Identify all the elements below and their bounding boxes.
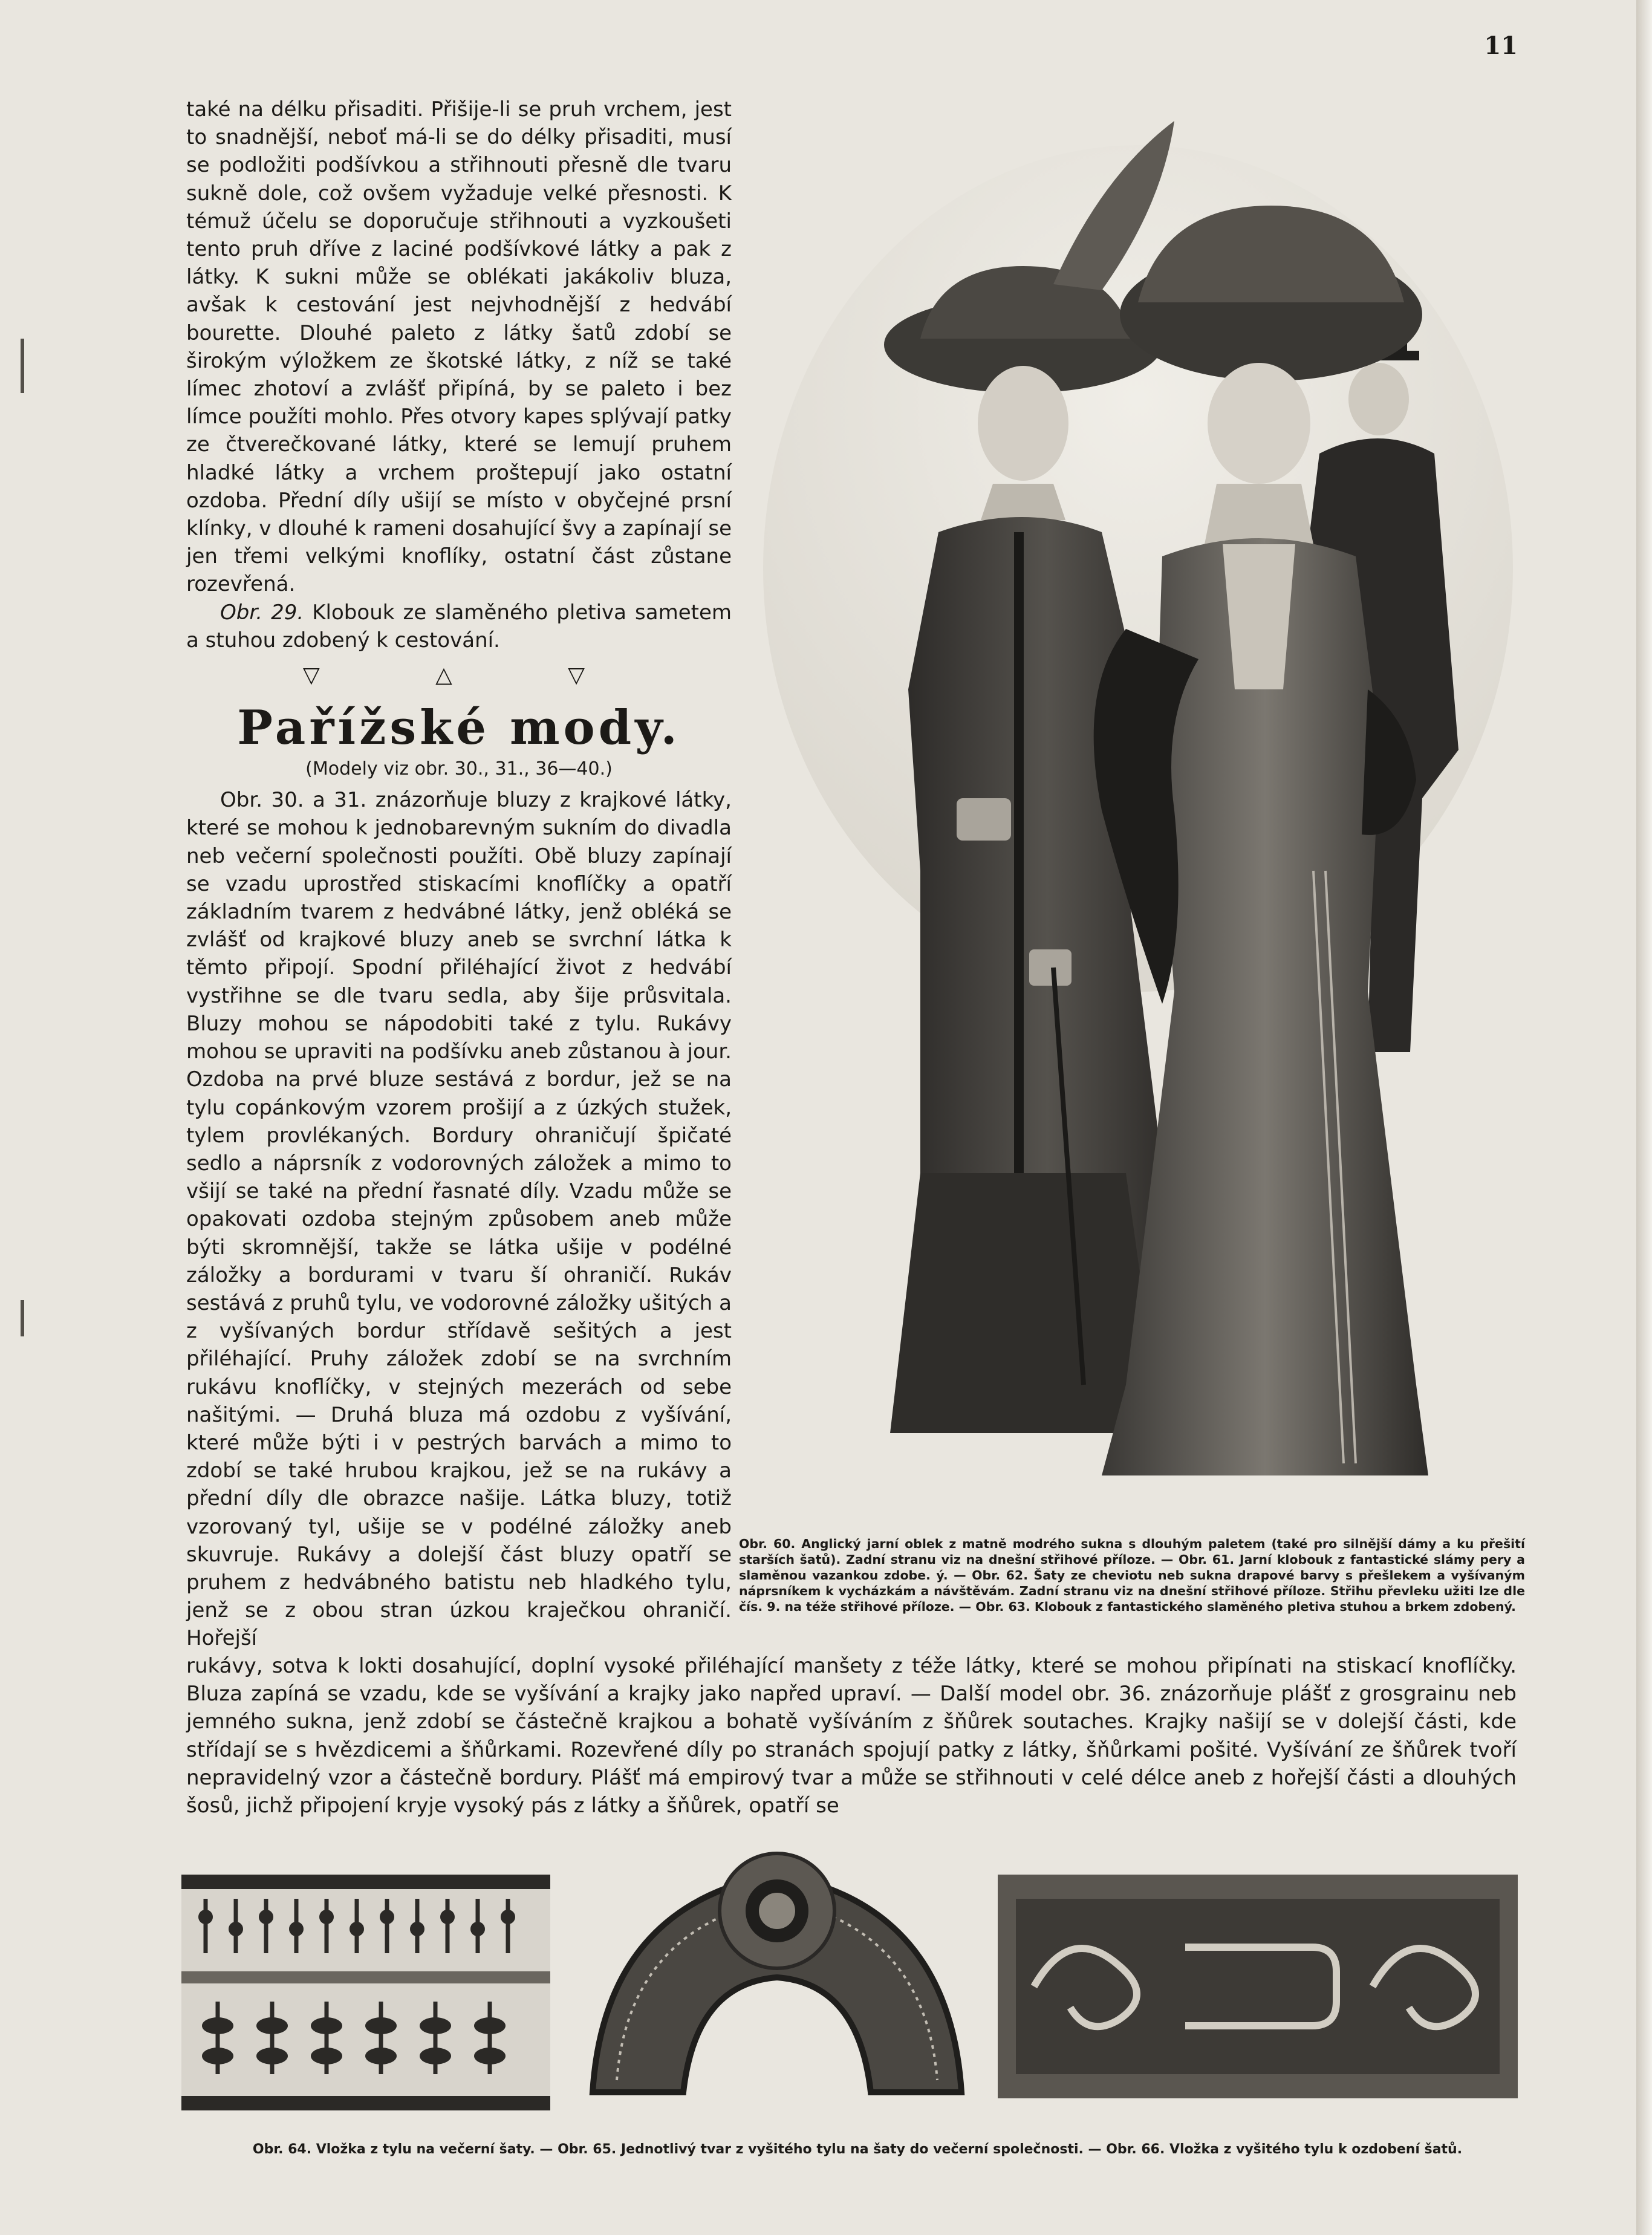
- figure-caption: Obr. 60. Anglický jarní oblek z matně modrého sukna s dlouhým paletem (také pro silnější dámy a ku přešití starších šatů). Zadní stranu viz na dnešní střihové příloze. — Obr. 61. Jarní klobouk z fantastické slámy pery a slaměnou vazankou zdobe. ý. — Obr. 62. Šaty ze cheviotu neb sukna drapové barvy s přešlekem a vyšívaným náprsníkem k vycházkám a návštěvám. Zadní stranu viz na dnešní střihové příloze. Střihu převleku užiti lze dle čís. 9. na téže střihové příloze. — Obr. 63. Klobouk z fantastického slaměného pletiva stuhou a brkem zdobený.: [739, 1537, 1525, 1614]
- handbag: [957, 798, 1011, 841]
- full-width-paragraph: rukávy, sotva k lokti dosahující, doplní vysoké přiléhající manšety z téže látky, které se mohou připínati na stiskací knoflíčky. Bluza zapíná se vzadu, kde se vyšívání a krajky jako napřed upraví. — Další model obr. 36. znázorňuje plášť z grosgrainu neb jemného sukna, jenž zdobí se částečně krajkou a bohatě vyšíváním z šňůrek soutaches. Krajky našijí se v dolejší části, kde střídají se s hvězdicemi a šňůrkami. Rozevřené díly po stranách spojují patky z látky, šňůrkami pošité. Vyšívání ze šňůrek tvoří nepravidelný vzor a částečně bordury. Plášť má empirový tvar a může se střihnouti v celé délce aneb z hořejší části a dlouhých šosů, jichž připojení kryje vysoký pás z látky a šňůrek, opatří se: [186, 1654, 1517, 1818]
- obr29-paragraph: [186, 599, 732, 654]
- ornament-triangles: ▽ △ ▽: [303, 663, 639, 688]
- left-column: [186, 96, 732, 1653]
- margin-mark: [21, 1300, 24, 1336]
- embroidered-tulle-shape-illustration: [580, 1838, 974, 2116]
- page-number: 11: [1484, 31, 1518, 60]
- paragraph: také na délku přisaditi. Přišije-li se pruh vrchem, jest to snadnější, neboť má-li se do délky přisaditi, musí se podložiti podšívkou a střihnouti přesně dle tvaru sukně dole, což ovšem vyžaduje velké přesnosti. K témuž účelu se doporučuje střihnouti a vyzkoušeti tento pruh dříve z laciné podšívkové látky a pak z látky. K sukni může se oblékati jakákoliv bluza, avšak k cestování jest nejvhodnější z hedvábí bourette. Dlouhé paleto z látky šatů zdobí se širokým výložkem ze škotské látky, z níž se také límec zhotoví a zvlášť připíná, by se paleto i bez límce použíti mohlo. Přes otvory kapes splývají patky ze čtverečkované látky, které se lemují pruhem hladké látky a vrchem proštepují jako ostatní ozdoba. Přední díly ušijí se místo v obyčejné prsní klínky, v dlouhé k rameni dosahující švy a zapínají se jen třemi velkými knoflíky, ostatní část zůstane rozevřená.: [186, 97, 732, 597]
- obr29-label: Obr. 29.: [220, 600, 304, 625]
- section-title: Pařížské mody.: [237, 700, 681, 756]
- margin-mark: [21, 339, 24, 393]
- paragraph: Obr. 30. a 31. znázorňuje bluzy z krajkové látky, které se mohou k jednobarevným sukním do divadla neb večerní společnosti použíti. Obě bluzy zapínají se vzadu uprostřed stiskacími knoflíčky a opatří základním tvarem z hedvábné látky, jenž obléká se zvlášť od krajkové bluzy aneb se svrchní látka k těmto připojí. Spodní přiléhající život z hedvábí vystřihne se dle tvaru sedla, aby šije průsvitala. Bluzy mohou se nápodobiti také z tylu. Rukávy mohou se upraviti na podšívku aneb zůstanou à jour. Ozdoba na prvé bluze sestává z bordur, jež se na tylu copánkovým vzorem prošijí a z úzkých stužek, tylem provlékaných. Bordury ohraničují špičaté sedlo a náprsník z vodorovných záložek a mimo to všijí se také na přední řasnaté díly. Vzadu může se opakovati ozdoba stejným způsobem aneb může býti skromnější, takže se látka ušije v podélné záložky a bordurami v tvaru ší ohraničí. Rukáv sestává z pruhů tylu, ve vodorovné záložky ušitých a z vyšívaných bordur střídavě sešitých a jest přiléhající. Pruhy záložek zdobí se na svrchním rukávu knoflíčky, v stejných mezerách od sebe našitými. — Druhá bluza má ozdobu z vyšívání, které může býti i v pestrých barvách a mimo to zdobí se také hrubou krajkou, jež se na rukávy a přední díly dle obrazce našije. Látka bluzy, totiž vzorovaný tyl, ušije se v podélné záložky aneb skuvruje. Rukávy a dolejší část bluzy opatří se pruhem z hedvábného batistu neb hladkého tylu, jenž se z obou stran úzkou kraječkou ohraničí. Hořejší: [186, 788, 732, 1651]
- bottom-figure-caption: Obr. 64. Vložka z tylu na večerní šaty. — Obr. 65. Jednotlivý tvar z vyšitého tylu na šaty do večerní společnosti. — Obr. 66. Vložka z vyšitého tylu k ozdobení šatů.: [252, 2142, 1463, 2157]
- tulle-band-insert-illustration: [998, 1875, 1518, 2098]
- small-purse: [1029, 949, 1072, 986]
- obr29-text: Klobouk ze slaměného pletiva sametem a stuhou zdobený k cestování.: [186, 600, 732, 652]
- fashion-plate-illustration: [739, 85, 1531, 1524]
- lace-insert-illustration: [181, 1875, 550, 2110]
- embroidered-plastron: [1223, 544, 1295, 689]
- section-subtitle: (Modely viz obr. 30., 31., 36—40.): [305, 758, 613, 780]
- page-edge: [1636, 0, 1652, 2235]
